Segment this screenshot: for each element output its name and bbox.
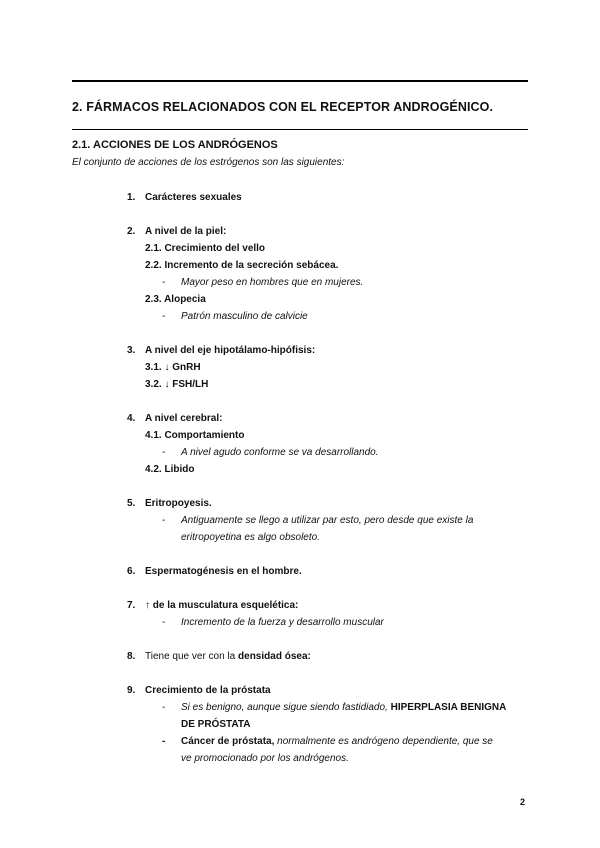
dash-bullet: -	[162, 736, 166, 747]
note-text	[181, 736, 493, 747]
item-number: 4.	[127, 413, 136, 424]
note-text: Incremento de la fuerza y desarrollo muscular	[181, 617, 384, 628]
subitem: 4.2. Libido	[145, 464, 195, 475]
note-text	[181, 702, 506, 713]
note-bold: HIPERPLASIA BENIGNA	[390, 702, 507, 713]
item-label-plain: Tiene que ver con la	[145, 651, 239, 662]
section-title: 2. FÁRMACOS RELACIONADOS CON EL RECEPTOR ANDROGÉNICO.	[72, 100, 494, 114]
item-label: Espermatogénesis en el hombre.	[145, 566, 302, 577]
dash-bullet: -	[162, 277, 166, 288]
note-text: Patrón masculino de calvicie	[181, 311, 308, 322]
note-text: eritropoyetina es algo obsoleto.	[181, 532, 320, 543]
note-text: A nivel agudo conforme se va desarrollando.	[181, 447, 379, 458]
item-number: 6.	[127, 566, 136, 577]
item-label: Crecimiento de la próstata	[145, 685, 271, 696]
dash-bullet: -	[162, 515, 166, 526]
item-number: 7.	[127, 600, 136, 611]
page-number: 2	[520, 797, 526, 807]
item-number: 3.	[127, 345, 136, 356]
note-italic: Si es benigno, aunque sigue siendo fastidiado,	[181, 702, 391, 713]
subsection-title: 2.1. ACCIONES DE LOS ANDRÓGENOS	[72, 139, 278, 151]
subitem: 2.2. Incremento de la secreción sebácea.	[145, 260, 339, 271]
item-number: 2.	[127, 226, 136, 237]
item-label: A nivel del eje hipotálamo-hipófisis:	[145, 345, 316, 356]
item-label: Carácteres sexuales	[145, 192, 242, 203]
subitem: 2.1. Crecimiento del vello	[145, 243, 266, 254]
dash-bullet: -	[162, 447, 166, 458]
subitem: 2.3. Alopecia	[145, 294, 206, 305]
title-underline	[72, 129, 528, 130]
dash-bullet: -	[162, 617, 166, 628]
item-number: 9.	[127, 685, 136, 696]
subitem: 3.2. ↓ FSH/LH	[145, 379, 209, 390]
item-label: A nivel de la piel:	[145, 226, 227, 237]
item-label: ↑ de la musculatura esquelética:	[145, 600, 299, 611]
dash-bullet: -	[162, 311, 166, 322]
top-rule	[72, 80, 528, 82]
item-label-bold: densidad ósea:	[238, 651, 311, 662]
intro-text: El conjunto de acciones de los estrógenos son las siguientes:	[72, 157, 345, 168]
note-text: Antiguamente se llego a utilizar par esto, pero desde que existe la	[181, 515, 474, 526]
item-label: Eritropoyesis.	[145, 498, 212, 509]
note-bold: Cáncer de próstata,	[181, 736, 275, 747]
note-text: ve promocionado por los andrógenos.	[181, 753, 349, 764]
item-number: 5.	[127, 498, 136, 509]
item-label	[145, 651, 311, 662]
dash-bullet: -	[162, 702, 166, 713]
note-text: Mayor peso en hombres que en mujeres.	[181, 277, 364, 288]
subitem: 3.1. ↓ GnRH	[145, 362, 201, 373]
subitem: 4.1. Comportamiento	[145, 430, 245, 441]
item-number: 8.	[127, 651, 136, 662]
note-italic: normalmente es andrógeno dependiente, que se	[274, 736, 493, 747]
item-number: 1.	[127, 192, 136, 203]
note-bold: DE PRÓSTATA	[181, 719, 251, 730]
item-label: A nivel cerebral:	[145, 413, 223, 424]
